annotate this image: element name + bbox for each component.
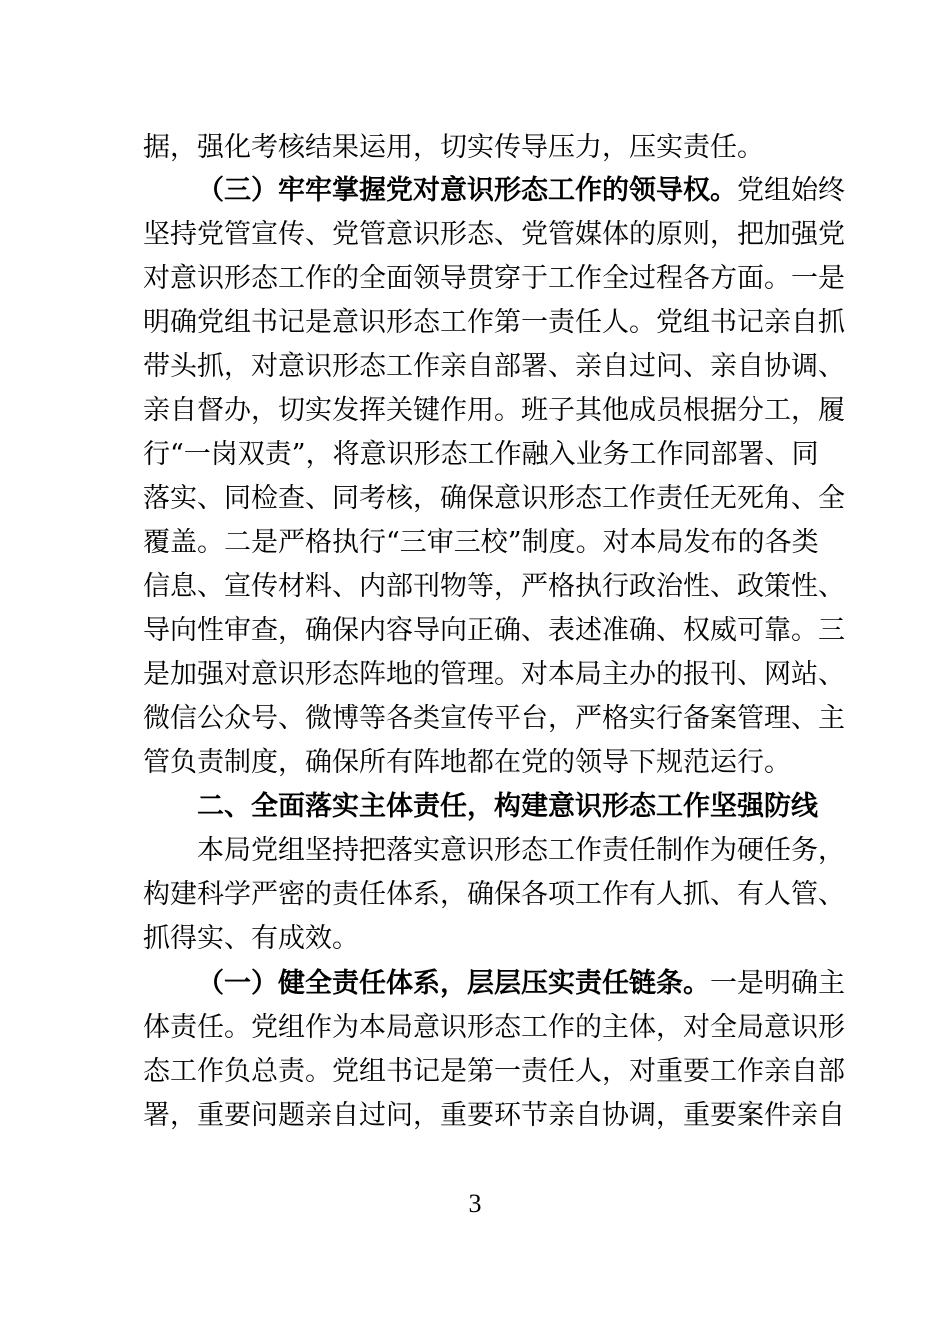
section-intro-line: 抓得实、有成效。 [143, 923, 359, 954]
text-line: 署，重要问题亲自过问，重要环节亲自协调，重要案件亲自 [143, 1100, 845, 1131]
text-line: 对意识形态工作的全面领导贯穿于工作全过程各方面。一是 [143, 263, 845, 294]
text-line: 坚持党管宣传、党管意识形态、党管媒体的原则，把加强党 [143, 219, 845, 250]
text-line: 亲自督办，切实发挥关键作用。班子其他成员根据分工，履 [143, 395, 845, 426]
text-line: 导向性审查，确保内容导向正确、表述准确、权威可靠。三 [143, 615, 845, 646]
text-line: 体责任。党组作为本局意识形态工作的主体，对全局意识形 [143, 1012, 845, 1043]
text-line: 覆盖。二是严格执行“三审三校”制度。对本局发布的各类 [143, 527, 819, 558]
section-heading: 二、全面落实主体责任，构建意识形态工作坚强防线 [197, 791, 818, 822]
text-line: 明确党组书记是意识形态工作第一责任人。党组书记亲自抓 [143, 307, 845, 338]
page-number: 3 [468, 1189, 482, 1218]
text-line: 是加强对意识形态阵地的管理。对本局主办的报刊、网站、 [143, 659, 845, 690]
section-intro-line: 构建科学严密的责任体系，确保各项工作有人抓、有人管、 [143, 879, 845, 910]
text-line: 行“一岗双责”，将意识形态工作融入业务工作同部署、同 [143, 439, 819, 470]
section-intro-line: 本局党组坚持把落实意识形态工作责任制作为硬任务， [197, 835, 845, 866]
subsection-three-title: （三）牢牢掌握党对意识形态工作的领导权。 [197, 175, 737, 206]
text-line: 落实、同检查、同考核，确保意识形态工作责任无死角、全 [143, 483, 845, 514]
text-line: 信息、宣传材料、内部刊物等，严格执行政治性、政策性、 [143, 571, 845, 602]
subsection-one-line [197, 966, 845, 1002]
text-line: 据，强化考核结果运用，切实传导压力，压实责任。 [143, 132, 764, 163]
subsection-one-title: （一）健全责任体系，层层压实责任链条。 [197, 968, 710, 999]
text-line: 管负责制度，确保所有阵地都在党的领导下规范运行。 [143, 747, 791, 778]
text-line: 微信公众号、微博等各类宣传平台，严格实行备案管理、主 [143, 703, 845, 734]
subsection-three-text: 党组始终 [737, 175, 845, 206]
subsection-three-line [197, 173, 845, 209]
text-line: 态工作负总责。党组书记是第一责任人，对重要工作亲自部 [143, 1056, 845, 1087]
text-line: 带头抓，对意识形态工作亲自部署、亲自过问、亲自协调、 [143, 351, 845, 382]
subsection-one-text: 一是明确主 [710, 968, 845, 999]
